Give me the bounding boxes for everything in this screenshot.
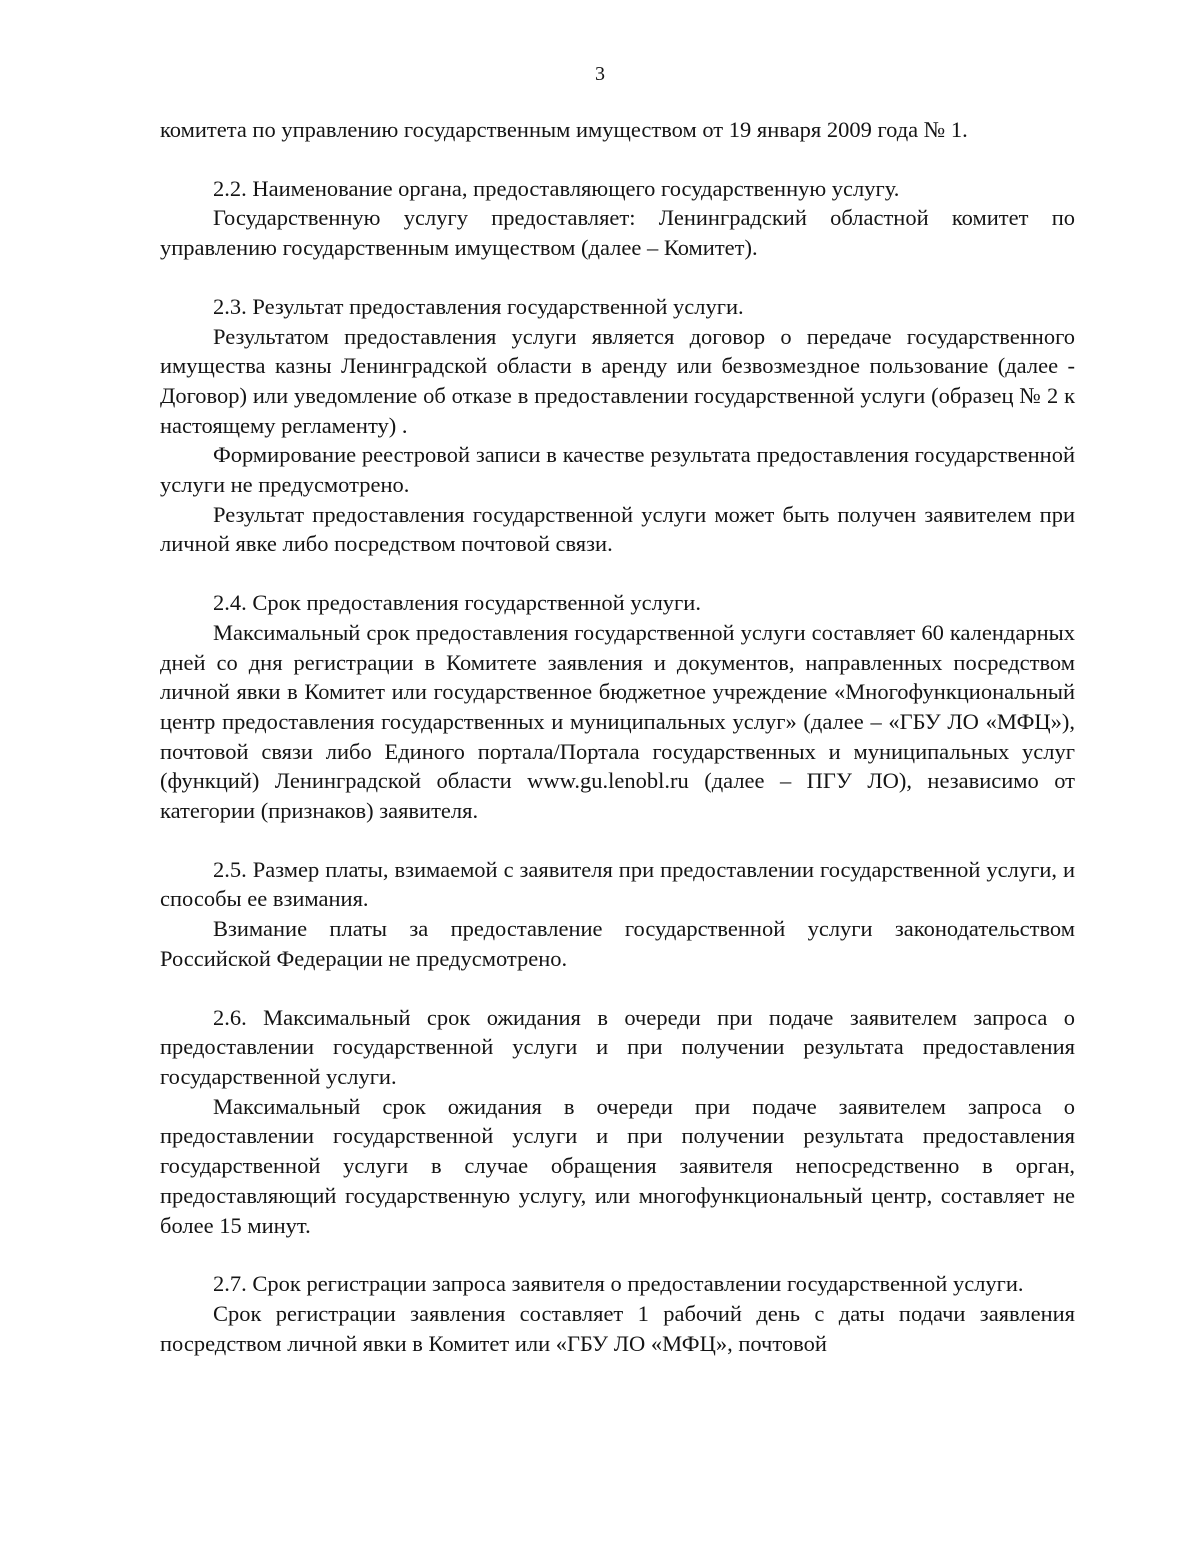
section-2-2-paragraph: Государственную услугу предоставляет: Ленинградский областной комитет по управлению государственным имуществом (далее – Комитет). [160, 205, 1075, 261]
section-2-6-paragraph: Максимальный срок ожидания в очереди при подаче заявителем запроса о предоставлении государственной услуги и при получении результата предоставления государственной услуги в случае обращения заявителя непосредственно в орган, предоставляющий государственную услугу, или многофункциональный центр, составляет не более 15 минут. [160, 1093, 1075, 1238]
section-2-5-paragraph: Взимание платы за предоставление государственной услуги законодательством Российской Федерации не предусмотрено. [160, 916, 1075, 971]
section-2-6-title: 2.6. Максимальный срок ожидания в очереди при подаче заявителем запроса о предоставлении государственной услуги и при получении результата предоставления государственной услуги. [160, 1004, 1075, 1089]
section-2-5-title: 2.5. Размер платы, взимаемой с заявителя при предоставлении государственной услуги, и способы ее взимания. [160, 856, 1075, 912]
page-number: 3 [595, 63, 605, 85]
section-2-3-paragraph-3: Результат предоставления государственной услуги может быть получен заявителем при личной явке либо посредством почтовой связи. [160, 501, 1075, 557]
document-body [160, 115, 1075, 1358]
section-2-3-paragraph-1: Результатом предоставления услуги является договор о передаче государственного имущества казны Ленинградской области в аренду или безвозмездное пользование (далее - Договор) или уведомление об отказе в предоставлении государственной услуги (образец № 2 к настоящему регламенту) . [160, 323, 1075, 438]
section-2-7-title: 2.7. Срок регистрации запроса заявителя о предоставлении государственной услуги. [213, 1271, 1024, 1297]
continuation-paragraph: комитета по управлению государственным имуществом от 19 января 2009 года № 1. [160, 117, 968, 142]
section-2-4-paragraph: Максимальный срок предоставления государственной услуги составляет 60 календарных дней со дня регистрации в Комитете заявления и документов, направленных посредством личной явки в Комитет или государственное бюджетное учреждение «Многофункциональный центр предоставления государственных и муниципальных услуг» (далее – «ГБУ ЛО «МФЦ»), почтовой связи либо Единого портала/Портала государственных и муниципальных услуг (функций) Ленинградской области www.gu.lenobl.ru (далее – ПГУ ЛО), независимо от категории (признаков) заявителя. [160, 619, 1075, 824]
section-2-7-paragraph: Срок регистрации заявления составляет 1 рабочий день с даты подачи заявления посредством личной явки в Комитет или «ГБУ ЛО «МФЦ», почтовой [160, 1300, 1075, 1356]
section-2-2-title: 2.2. Наименование органа, предоставляющего государственную услугу. [213, 175, 900, 201]
section-2-3-paragraph-2: Формирование реестровой записи в качестве результата предоставления государственной услуги не предусмотрено. [160, 442, 1075, 498]
section-2-4-title: 2.4. Срок предоставления государственной услуги. [213, 590, 701, 616]
section-2-3-title: 2.3. Результат предоставления государственной услуги. [213, 293, 744, 319]
